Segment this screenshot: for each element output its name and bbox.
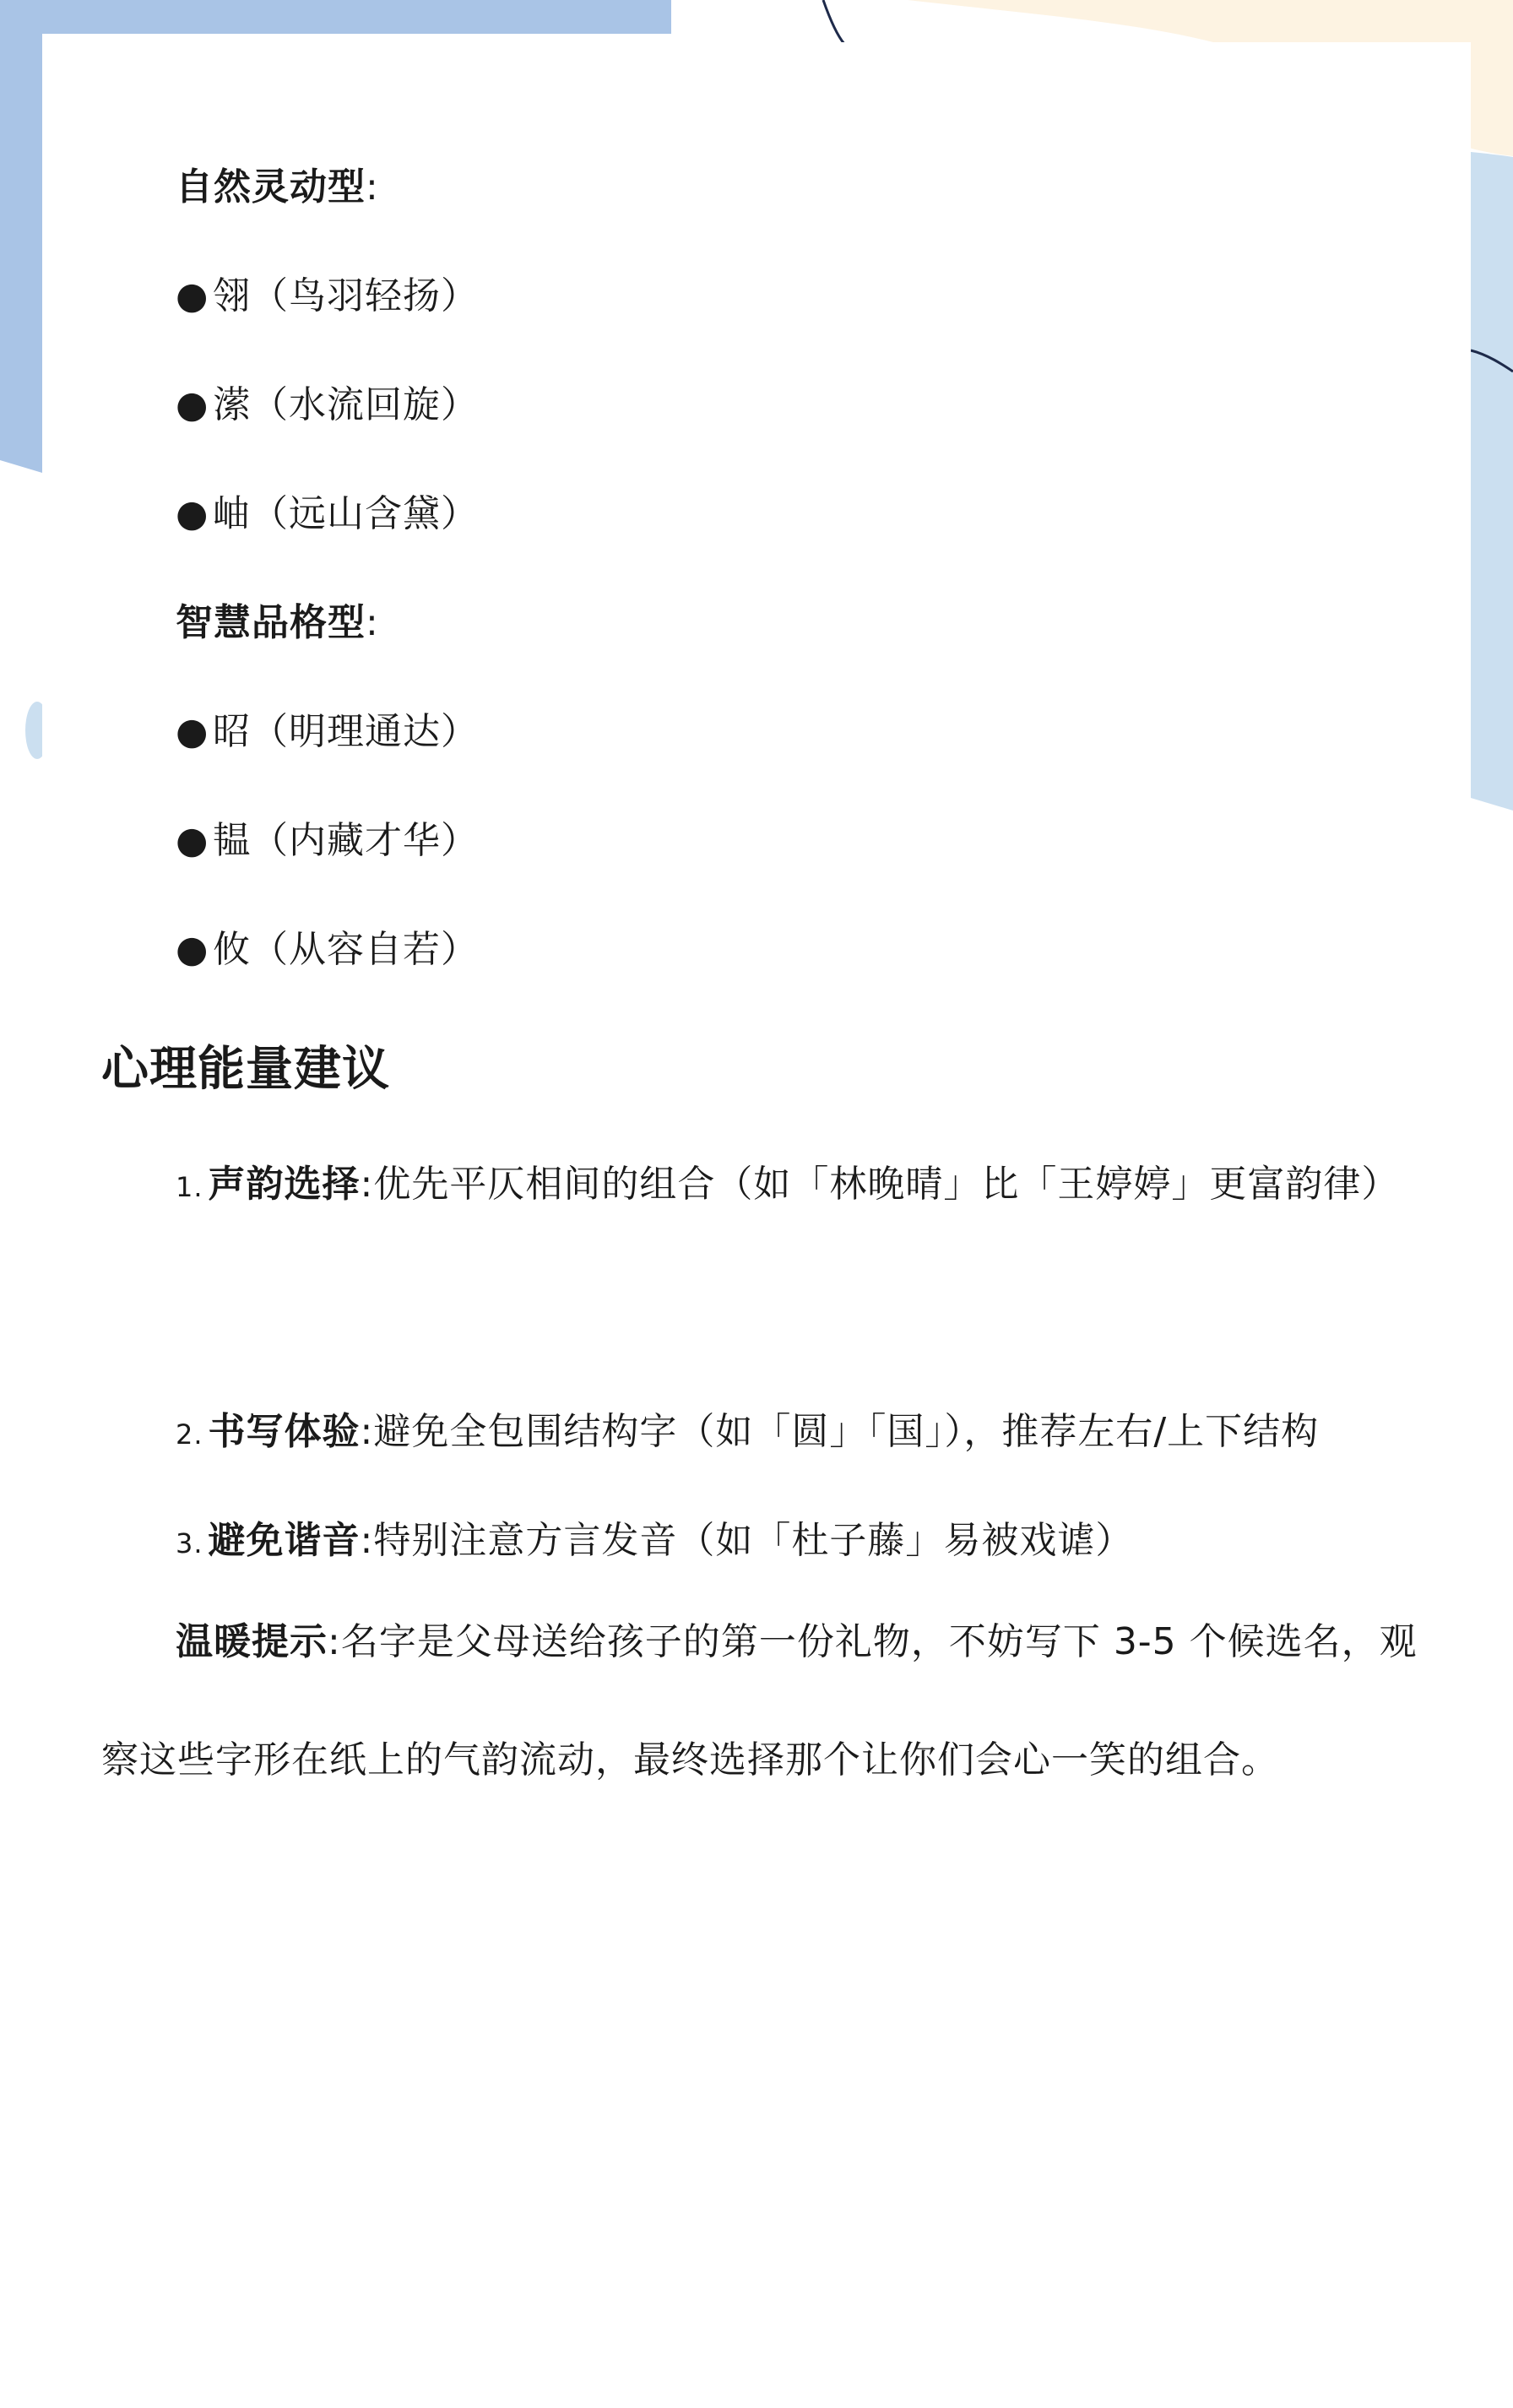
- bullet-icon: ●: [176, 492, 209, 535]
- bullet-icon: ●: [176, 383, 209, 426]
- bullet-icon: ●: [176, 274, 209, 317]
- bullet-icon: ●: [176, 819, 209, 862]
- list-item: ● 翎（鸟羽轻扬）: [176, 273, 479, 320]
- list-item: ● 昭（明理通达）: [176, 708, 479, 756]
- advice-item-2: 2. 书写体验:避免全包围结构字（如「圆」「国」），推荐左右/上下结构: [176, 1410, 1320, 1453]
- list-item: ● 韫（内藏才华）: [176, 817, 479, 865]
- bullet-icon: ●: [176, 710, 209, 753]
- advice-item-3: 3. 避免谐音:特别注意方言发音（如「杜子藤」易被戏谑）: [176, 1519, 1134, 1562]
- list-item: ● 潆（水流回旋）: [176, 382, 479, 429]
- list-item: ● 攸（从容自若）: [176, 926, 479, 974]
- category-title-natural: 自然灵动型:: [176, 165, 379, 209]
- advice-item-1: 1. 声韵选择:优先平仄相间的组合（如「林晚晴」比「王婷婷」更富韵律）: [176, 1163, 1400, 1206]
- bullet-icon: ●: [176, 928, 209, 971]
- warm-tip: 温暖提示:名字是父母送给孩子的第一份礼物，不妨写下 3-5 个候选名，观察这些字形在纸上的气韵流动，最终选择那个让你们会心一笑的组合。: [101, 1620, 1418, 1782]
- section-heading: 心理能量建议: [101, 1042, 390, 1097]
- dark-curve-top: [823, 0, 844, 44]
- category-title-wisdom: 智慧品格型:: [176, 601, 379, 644]
- content-card: [42, 42, 1471, 2408]
- light-blue-shape-right: [1471, 152, 1513, 811]
- list-item: ● 岫（远山含黛）: [176, 491, 479, 538]
